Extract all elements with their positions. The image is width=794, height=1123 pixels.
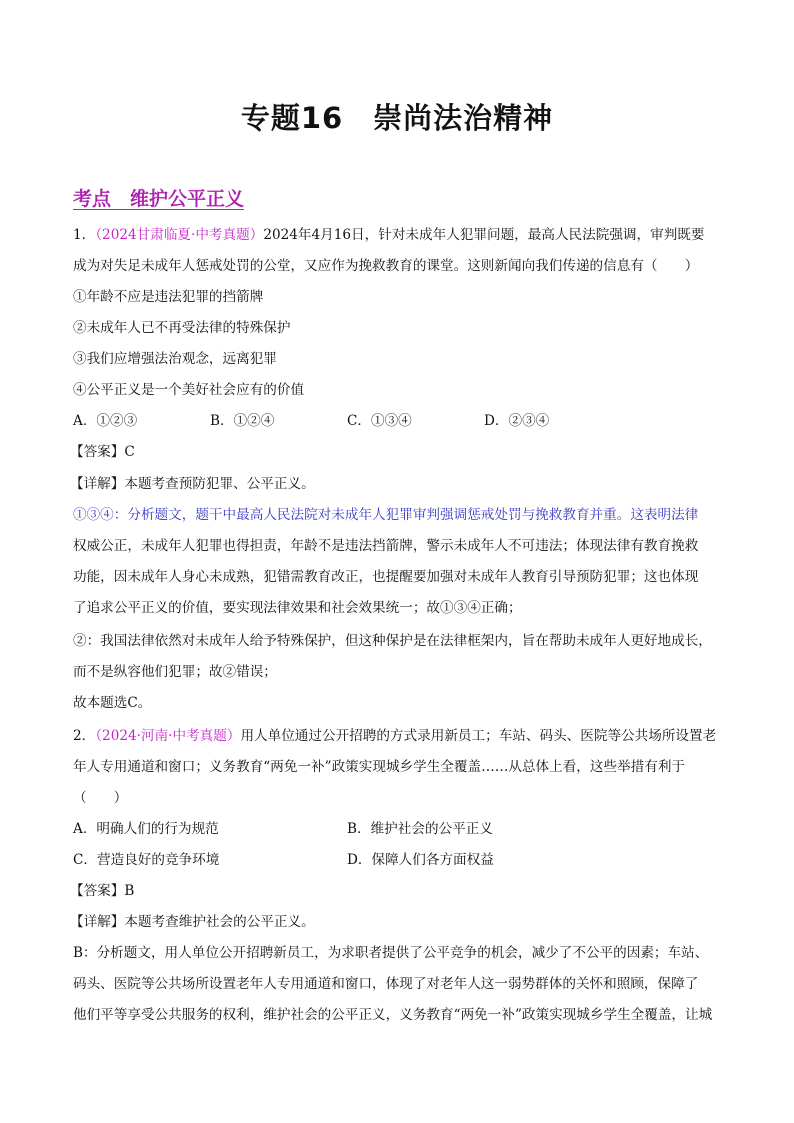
q1-item-1: ①年龄不应是违法犯罪的挡箭牌 [73, 289, 264, 305]
q1-detail: 【详解】本题考查预防犯罪、公平正义。 [70, 476, 315, 492]
q1-stem-line-1: 1．（2024甘肃临夏·中考真题）2024年4月16日，针对未成年人犯罪问题，最高人民法院强调，审判既要 [73, 227, 705, 243]
q1-explanation-line-5: ②：我国法律依然对未成年人给予特殊保护，但这种保护是在法律框架内，旨在帮助未成年人更好地成长， [73, 633, 712, 649]
q1-item-4: ④公平正义是一个美好社会应有的价值 [73, 382, 305, 398]
q1-explanation-line-6: 而不是纵容他们犯罪；故②错误； [73, 664, 277, 680]
q2-option-d: D．保障人们各方面权益 [347, 852, 494, 868]
q2-answer: 【答案】B [70, 883, 135, 899]
q1-conclusion: 故本题选C。 [73, 695, 152, 711]
q2-source: （2024·河南·中考真题） [95, 728, 241, 744]
q2-explanation-line-2: 码头、医院等公共场所设置老年人专用通道和窗口，体现了对老年人这一弱势群体的关怀和照顾，保障了 [73, 976, 699, 992]
q1-explanation-line-1: ①③④：分析题文，题干中最高人民法院对未成年人犯罪审判强调惩戒处罚与挽救教育并重。这表明法律 [73, 507, 699, 523]
page-title: 专题16 崇尚法治精神 [240, 101, 554, 135]
q1-option-b: B．①②④ [210, 413, 275, 429]
q1-source: （2024甘肃临夏·中考真题） [95, 227, 264, 243]
q1-item-2: ②未成年人已不再受法律的特殊保护 [73, 320, 291, 336]
q2-number: 2． [73, 728, 96, 744]
q1-explanation-line-2: 权威公正，未成年人犯罪也得担责，年龄不是违法挡箭牌，警示未成年人不可违法；体现法律有教育挽救 [73, 538, 699, 554]
q2-option-b: B．维护社会的公平正义 [347, 821, 493, 837]
q1-explanation-line-3: 功能，因未成年人身心未成熟，犯错需教育改正，也提醒要加强对未成年人教育引导预防犯罪；这也体现 [73, 569, 699, 585]
q1-number: 1． [73, 227, 96, 243]
q2-stem-line-1: 2．（2024·河南·中考真题）用人单位通过公开招聘的方式录用新员工；车站、码头、医院等公共场所设置老 [73, 728, 717, 744]
q1-option-c: C．①③④ [347, 413, 412, 429]
q2-stem-line-2: 年人专用通道和窗口；义务教育“两免一补”政策实现城乡学生全覆盖……从总体上看，这些举措有利于 [73, 759, 686, 775]
q1-answer: 【答案】C [70, 444, 135, 460]
q1-item-3: ③我们应增强法治观念，远离犯罪 [73, 351, 277, 367]
q1-option-a: A．①②③ [73, 413, 138, 429]
q2-option-a: A．明确人们的行为规范 [73, 821, 219, 837]
q2-explanation-line-1: B：分析题文，用人单位公开招聘新员工，为求职者提供了公平竞争的机会，减少了不公平的因素；车站、 [73, 945, 709, 961]
q2-stem-line-3: （ ） [73, 790, 128, 806]
q1-option-d: D．②③④ [484, 413, 550, 429]
q1-stem-line-2: 成为对失足未成年人惩戒处罚的公堂，又应作为挽救教育的课堂。这则新闻向我们传递的信息有（ ） [73, 258, 699, 274]
q2-explanation-line-3: 他们平等享受公共服务的权利，维护社会的公平正义，义务教育“两免一补”政策实现城乡学生全覆盖，让城 [73, 1007, 713, 1023]
q2-detail: 【详解】本题考查维护社会的公平正义。 [70, 914, 315, 930]
q2-option-c: C．营造良好的竞争环境 [73, 852, 220, 868]
q1-explanation-line-4: 了追求公平正义的价值，要实现法律效果和社会效果统一；故①③④正确； [73, 600, 522, 616]
section-heading: 考点 维护公平正义 [73, 188, 245, 210]
